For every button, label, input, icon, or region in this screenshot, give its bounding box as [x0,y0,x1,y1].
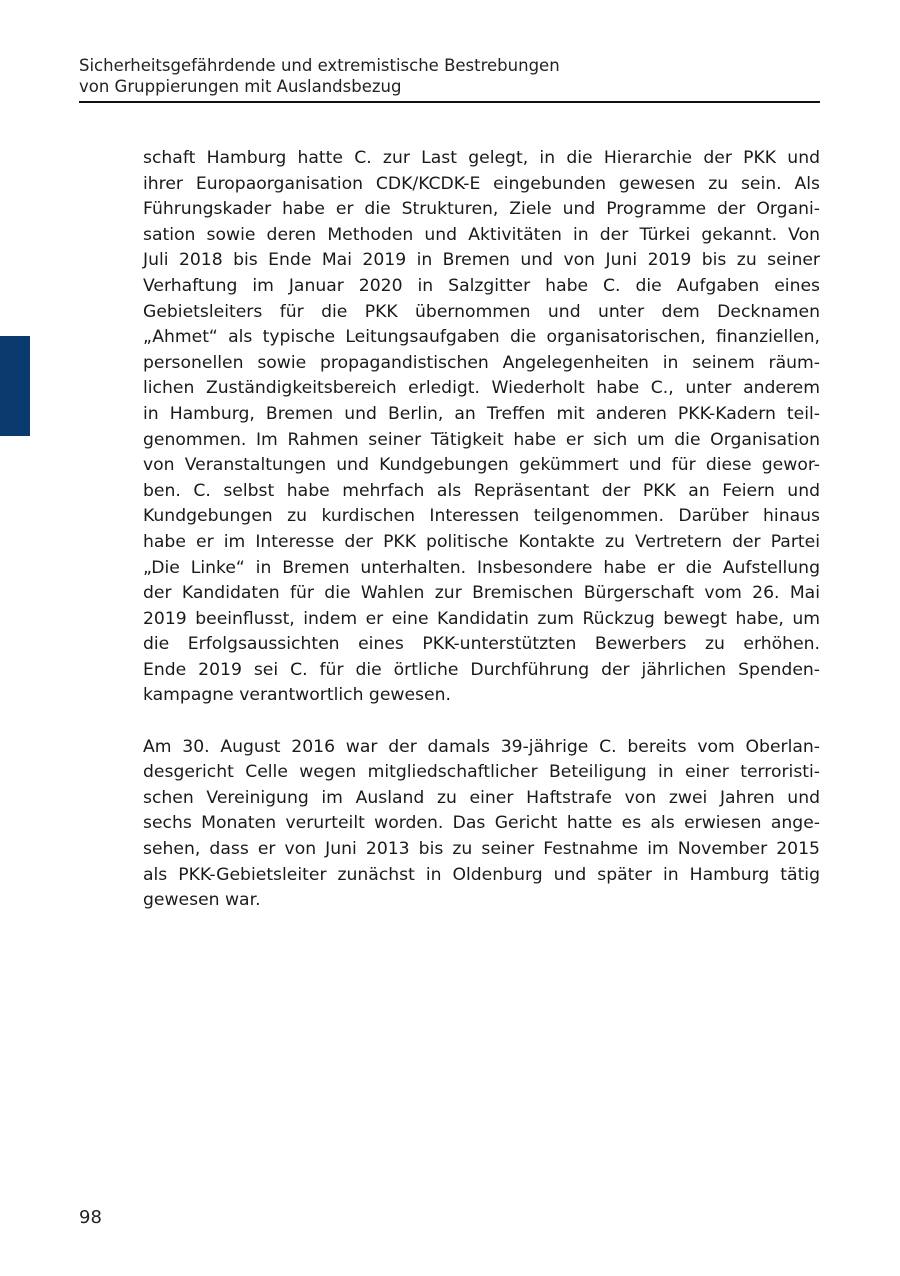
text-line: sehen, dass er von Juni 2013 bis zu seiner Festnahme im November 2015 [143,839,820,860]
text-line: genommen. Im Rahmen seiner Tätigkeit habe er sich um die Organisation [143,429,820,450]
page-number: 98 [79,1207,102,1228]
text-line: gewesen war. [143,890,261,911]
text-line: als PKK-Gebietsleiter zunächst in Oldenburg und später in Hamburg tätig [143,864,820,885]
text-line: ben. C. selbst habe mehrfach als Repräsentant der PKK an Feiern und [143,480,820,501]
header-line-1: Sicherheitsgefährdende und extremistische Bestrebungen [79,56,560,75]
text-line: „Die Linke“ in Bremen unterhalten. Insbesondere habe er die Aufstellung [143,557,820,578]
text-line: Juli 2018 bis Ende Mai 2019 in Bremen und von Juni 2019 bis zu seiner [143,250,820,271]
text-line: 2019 beeinflusst, indem er eine Kandidatin zum Rückzug bewegt habe, um [143,608,820,629]
text-line: kampagne verantwortlich gewesen. [143,685,451,706]
text-line: Gebietsleiters für die PKK übernommen und unter dem Decknamen [143,301,820,322]
text-line: die Erfolgsaussichten eines PKK-unterstützten Bewerbers zu erhöhen. [143,634,820,655]
paragraph [143,735,820,914]
text-line: lichen Zuständigkeitsbereich erledigt. Wiederholt habe C., unter anderem [143,378,820,399]
text-line: schaft Hamburg hatte C. zur Last gelegt, in die Hierarchie der PKK und [143,148,820,168]
text-line: ihrer Europaorganisation CDK/KCDK-E eingebunden gewesen zu sein. Als [143,173,820,194]
text-line: desgericht Celle wegen mitgliedschaftlicher Beteiligung in einer terroristi- [143,762,820,783]
text-line: Am 30. August 2016 war der damals 39-jährige C. bereits vom Oberlan- [143,736,820,757]
chapter-marker-tab [0,336,30,436]
text-line: Ende 2019 sei C. für die örtliche Durchführung der jährlichen Spenden- [143,659,820,680]
text-line: sation sowie deren Methoden und Aktivitäten in der Türkei gekannt. Von [143,224,820,245]
text-line: Verhaftung im Januar 2020 in Salzgitter habe C. die Aufgaben eines [143,275,820,296]
header-line-2: von Gruppierungen mit Auslandsbezug [79,77,402,96]
paragraph [143,146,820,709]
text-line: personellen sowie propagandistischen Angelegenheiten in seinem räum- [143,352,820,373]
running-header [79,55,820,103]
text-line: Kundgebungen zu kurdischen Interessen teilgenommen. Darüber hinaus [143,506,820,527]
text-line: von Veranstaltungen und Kundgebungen gekümmert und für diese gewor- [143,455,820,476]
body-text [143,146,820,914]
text-line: sechs Monaten verurteilt worden. Das Gericht hatte es als erwiesen ange- [143,813,820,834]
text-line: der Kandidaten für die Wahlen zur Bremischen Bürgerschaft vom 26. Mai [143,583,820,604]
text-line: Führungskader habe er die Strukturen, Ziele und Programme der Organi- [143,199,820,220]
text-line: schen Vereinigung im Ausland zu einer Haftstrafe von zwei Jahren und [143,787,820,808]
text-line: in Hamburg, Bremen und Berlin, an Treffen mit anderen PKK-Kadern teil- [143,403,820,424]
text-line: habe er im Interesse der PKK politische Kontakte zu Vertretern der Partei [143,531,820,552]
text-line: „Ahmet“ als typische Leitungsaufgaben die organisatorischen, finanziellen, [143,327,820,348]
